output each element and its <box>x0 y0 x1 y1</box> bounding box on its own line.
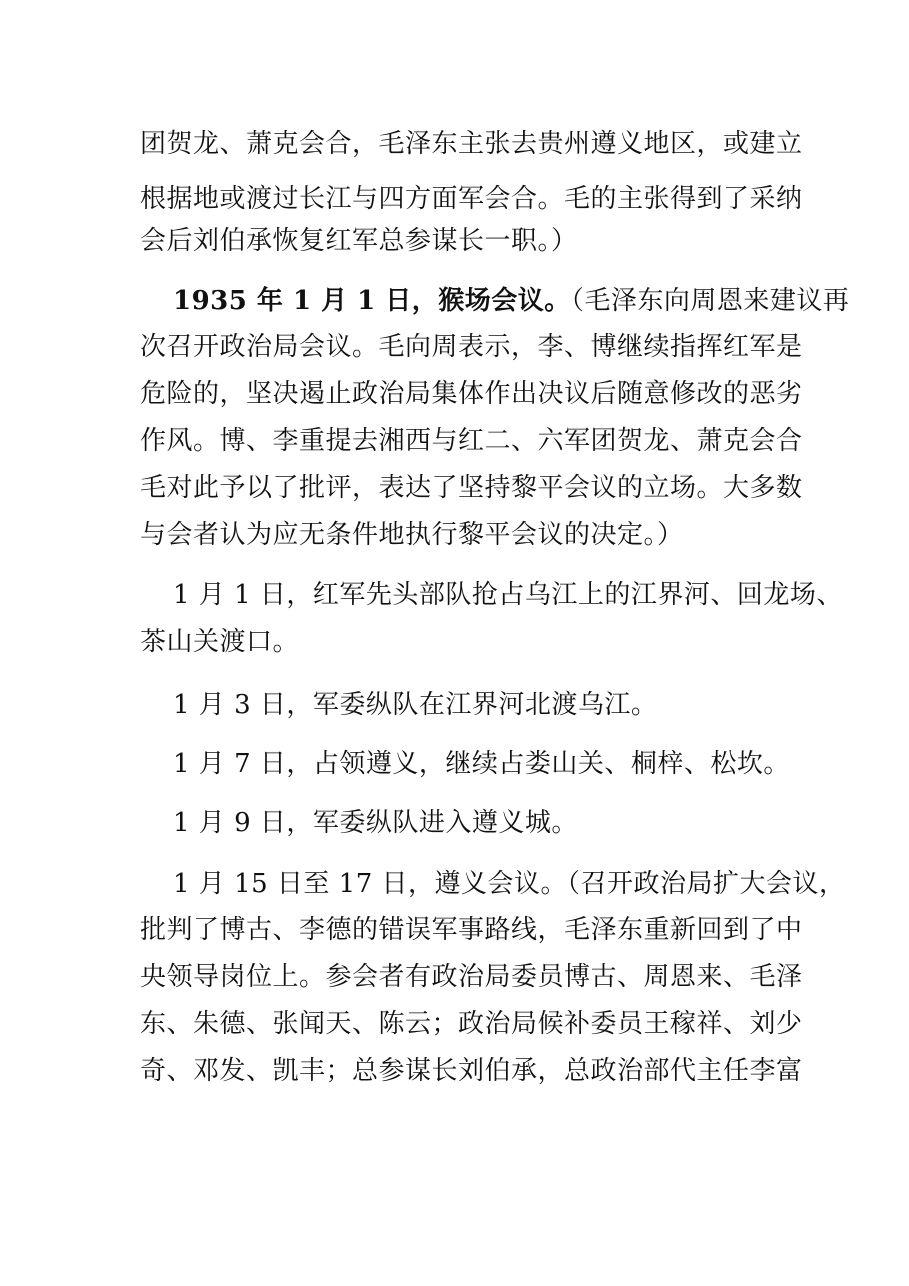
paragraph-line: 奇、邓发、凯丰；总参谋长刘伯承，总政治部代主任李富 <box>140 1056 803 1086</box>
paragraph-text: （毛泽东向周恩来建议再 <box>570 286 850 316</box>
paragraph-line: 央领导岗位上。参会者有政治局委员博古、周恩来、毛泽 <box>140 962 803 992</box>
paragraph-line: 东、朱德、张闻天、陈云；政治局候补委员王稼祥、刘少 <box>140 1009 803 1039</box>
paragraph-line: 批判了博古、李德的错误军事路线，毛泽东重新回到了中 <box>140 915 803 945</box>
paragraph-line: 与会者认为应无条件地执行黎平会议的决定。） <box>140 520 684 550</box>
paragraph-line: 根据地或渡过长江与四方面军会合。毛的主张得到了采纳 <box>140 184 803 214</box>
paragraph-line: 团贺龙、萧克会合，毛泽东主张去贵州遵义地区，或建立 <box>140 129 803 159</box>
paragraph-line: 1 月 1 日，红军先头部队抢占乌江上的江界河、回龙场、 <box>173 580 843 610</box>
paragraph-line: 1 月 7 日，占领遵义，继续占娄山关、桐梓、松坎。 <box>173 749 790 779</box>
paragraph-line: 1 月 9 日，军委纵队进入遵义城。 <box>173 808 578 838</box>
paragraph-line: 毛对此予以了批评，表达了坚持黎平会议的立场。大多数 <box>140 473 803 503</box>
paragraph-heading: 1935 年 1 月 1 日，猴场会议。 <box>173 286 571 316</box>
paragraph-line: 1 月 15 日至 17 日，遵义会议。（召开政治局扩大会议， <box>173 869 846 899</box>
paragraph-line: 次召开政治局会议。毛向周表示，李、博继续指挥红军是 <box>140 332 803 362</box>
paragraph-first-line <box>173 285 849 317</box>
paragraph-line: 茶山关渡口。 <box>140 627 300 657</box>
paragraph-line: 作风。博、李重提去湘西与红二、六军团贺龙、萧克会合 <box>140 426 803 456</box>
paragraph-line: 1 月 3 日，军委纵队在江界河北渡乌江。 <box>173 690 658 720</box>
paragraph-line: 危险的，坚决遏止政治局集体作出决议后随意修改的恶劣 <box>140 379 803 409</box>
paragraph-line: 会后刘伯承恢复红军总参谋长一职。） <box>140 226 578 256</box>
